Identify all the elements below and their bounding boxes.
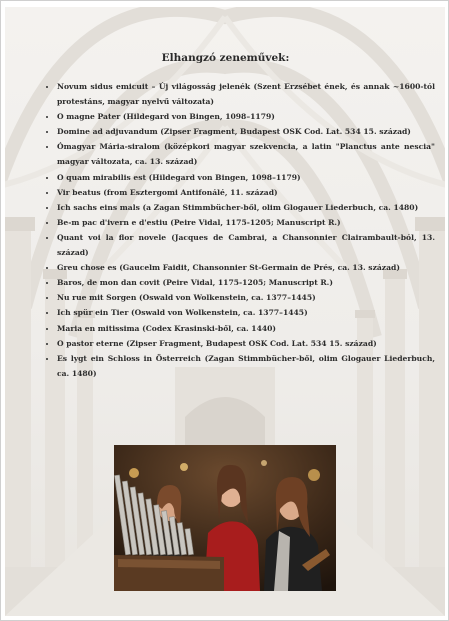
list-item: • Ich spür ein Tier (Oswald von Wolkenstein, ca. 1377–1445)	[57, 305, 435, 320]
ensemble-photo	[114, 445, 336, 591]
list-item: • Greu chose es (Gaucelm Faidit, Chansonnier St-Germain de Prés, ca. 13. század)	[57, 260, 435, 275]
page-title: Elhangzó zeneművek:	[161, 52, 290, 64]
list-item: • Quant voi la flor novele (Jacques de Cambrai, a Chansonnier Clairambault-ból, 13. század)	[57, 230, 435, 260]
list-item: • O magne Pater (Hildegard von Bingen, 1098–1179)	[57, 109, 435, 124]
works-list	[41, 79, 435, 381]
list-item: • Vir beatus (from Esztergomi Antifonálé, 11. század)	[57, 185, 435, 200]
list-item: • Be-m pac d'ivern e d'estiu (Peire Vidal, 1175-1205; Manuscript R.)	[57, 215, 435, 230]
list-item: • O pastor eterne (Zipser Fragment, Budapest OSK Cod. Lat. 534 15. század)	[57, 336, 435, 351]
list-item: • Baros, de mon dan covit (Peire Vidal, 1175-1205; Manuscript R.)	[57, 275, 435, 290]
list-item: • Domine ad adjuvandum (Zipser Fragment, Budapest OSK Cod. Lat. 534 15. század)	[57, 124, 435, 139]
list-item: • Ómagyar Mária-siralom (középkori magyar szekvencia, a latin "Planctus ante nescia" magyar változata, ca. 13. század)	[57, 139, 435, 169]
list-item: • Maria en mitissima (Codex Krasinski-ből, ca. 1440)	[57, 321, 435, 336]
list-item: • Es lygt ein Schloss in Österreich (Zagan Stimmbücher-ből, olim Glogauer Liederbuch, ca. 1480)	[57, 351, 435, 381]
list-item: • Ich sachs eins mals (a Zagan Stimmbücher-ből, olim Glogauer Liederbuch, ca. 1480)	[57, 200, 435, 215]
list-item: • Novum sidus emicuit – Új világosság jelenék (Szent Erzsébet ének, és annak ~1600-tól protestáns, magyar nyelvű változata)	[57, 79, 435, 109]
list-item: • Nu rue mit Sorgen (Oswald von Wolkenstein, ca. 1377–1445)	[57, 290, 435, 305]
list-item: • O quam mirabilis est (Hildegard von Bingen, 1098–1179)	[57, 170, 435, 185]
